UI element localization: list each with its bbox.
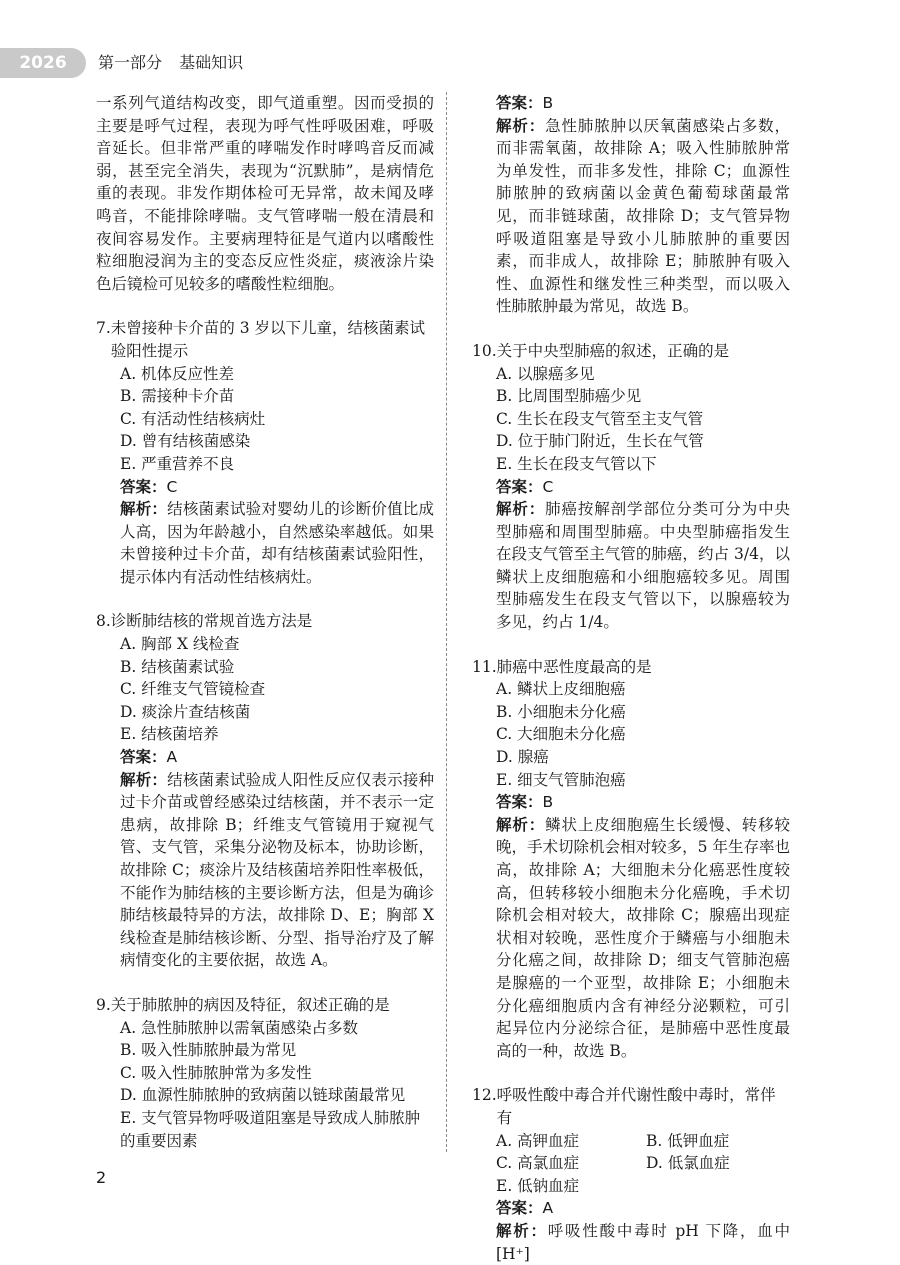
question-9: [96, 994, 434, 1152]
question-text: 关于肺脓肿的病因及特征，叙述正确的是: [110, 995, 390, 1014]
option-e: E. 结核菌培养: [120, 725, 219, 744]
option-d: D. 腺癌: [496, 748, 549, 767]
option-b: B. 比周围型肺癌少见: [496, 387, 642, 406]
answer-value: B: [542, 94, 554, 112]
question-stem: [472, 656, 790, 679]
option-b: B. 低钾血症: [646, 1131, 730, 1150]
explanation-text: 鳞状上皮细胞癌生长缓慢、转移较晚，手术切除机会相对较多，5 年生存率也高，故排除 A；大细胞未分化癌恶性度较高，但转移较小细胞未分化癌晚，手术切除机会相对较大，故排除 C；腺癌出现症状相对较晚，恶性度介于鳞癌与小细胞未分化癌之间，故排除 D；细支气管肺泡癌是腺癌的一个亚型，故排除 E；小细胞未分化癌细胞质内含有神经分泌颗粒，可引起异位内分泌综合征，是肺癌中恶性度最高的一种，故选 B。: [496, 815, 790, 1060]
explanation-text: 呼吸性酸中毒时 pH 下降，血中[H⁺]: [496, 1221, 790, 1263]
explanation-label: 解析：: [120, 500, 168, 519]
question-9-answer: [472, 92, 790, 318]
question-stem: [96, 317, 434, 362]
option-c: C. 纤维支气管镜检查: [120, 680, 266, 699]
question-number: 8.: [96, 612, 111, 631]
explanation-label: 解析：: [496, 1221, 548, 1240]
explanation-text: 急性肺脓肿以厌氧菌感染占多数，而非需氧菌，故排除 A；吸入性肺脓肿常为单发性，而非多发性，排除 C；血源性肺脓肿的致病菌以金黄色葡萄球菌最常见，而非链球菌，故排除 D；支气管异物呼吸道阻塞是导致小儿肺脓肿的重要因素，而非成人，故排除 E；肺脓肿有吸入性、血源性和继发性三种类型，而以吸入性肺脓肿最为常见，故选 B。: [496, 116, 790, 316]
option-a: A. 以腺癌多见: [496, 364, 595, 383]
page-number: 2: [96, 1168, 107, 1187]
explanation-text: 肺癌按解剖学部位分类可分为中央型肺癌和周围型肺癌。中央型肺癌指发生在段支气管至主气管的肺癌，约占 3/4，以鳞状上皮细胞癌和小细胞癌较多见。周围型肺癌发生在段支气管以下，以腺癌较为多见，约占 1/4。: [496, 500, 790, 632]
answer-value: A: [166, 748, 178, 767]
option-grid: [472, 1130, 790, 1198]
option-d: D. 位于肺门附近，生长在气管: [496, 432, 704, 451]
header-part: 第一部分: [98, 53, 163, 72]
explanation: [96, 498, 434, 588]
question-number: 10.: [472, 341, 497, 360]
explanation: [472, 115, 790, 318]
explanation: [96, 769, 434, 972]
left-column: [96, 92, 434, 1152]
explanation-label: 解析：: [496, 116, 546, 135]
question-text: 未曾接种卡介苗的 3 岁以下儿童，结核菌素试验阳性提示: [110, 319, 426, 360]
question-text: 关于中央型肺癌的叙述，正确的是: [496, 341, 730, 360]
question-number: 11.: [472, 657, 497, 676]
explanation-label: 解析：: [496, 500, 546, 519]
explanation: [472, 1220, 790, 1265]
option-e: E. 严重营养不良: [120, 454, 235, 473]
column-divider: [446, 92, 447, 1152]
answer-line: [96, 746, 434, 769]
explanation: [472, 498, 790, 634]
option-c: C. 吸入性肺脓肿常为多发性: [120, 1063, 312, 1082]
option-e: E. 细支气管肺泡癌: [496, 770, 626, 789]
answer-label: 答案：: [120, 477, 167, 496]
question-12: [472, 1084, 790, 1265]
option-d: D. 痰涂片查结核菌: [120, 702, 251, 721]
question-number: 12.: [472, 1086, 497, 1105]
explanation: [472, 814, 790, 1063]
question-stem: [96, 610, 434, 633]
option-b: B. 需接种卡介苗: [120, 387, 235, 406]
option-a: A. 机体反应性差: [120, 364, 235, 383]
option-c: C. 有活动性结核病灶: [120, 409, 266, 428]
answer-value: C: [542, 477, 554, 496]
answer-label: 答案：: [496, 94, 543, 112]
explanation-text: 结核菌素试验对婴幼儿的诊断价值比成人高，因为年龄越小，自然感染率越低。如果未曾接种过卡介苗，却有结核菌素试验阳性，提示体内有活动性结核病灶。: [120, 500, 434, 586]
answer-value: B: [542, 793, 554, 812]
question-stem: [472, 1084, 790, 1129]
answer-label: 答案：: [496, 793, 543, 812]
question-8: [96, 610, 434, 972]
option-e: E. 支气管异物呼吸道阻塞是导致成人肺脓肿的重要因素: [120, 1108, 421, 1150]
option-a: A. 鳞状上皮细胞癌: [496, 680, 626, 699]
option-d: D. 曾有结核菌感染: [120, 432, 251, 451]
explanation-text: 结核菌素试验成人阳性反应仅表示接种过卡介苗或曾经感染过结核菌，并不表示一定患病，故排除 B；纤维支气管镜用于窥视气管、支气管，采集分泌物及标本，协助诊断，故排除 C；痰涂片及结核菌培养阳性率极低，不能作为肺结核的主要诊断方法，但是为确诊肺结核最特异的方法，故排除 D、E；胸部 X 线检查是肺结核诊断、分型、指导治疗及了解病情变化的主要依据，故选 A。: [120, 770, 434, 970]
answer-line: [472, 92, 790, 115]
answer-label: 答案：: [496, 477, 543, 496]
answer-line: [472, 476, 790, 499]
option-c: C. 大细胞未分化癌: [496, 725, 626, 744]
option-e: E. 生长在段支气管以下: [496, 454, 657, 473]
option-a: A. 急性肺脓肿以需氧菌感染占多数: [120, 1018, 359, 1037]
option-b: B. 结核菌素试验: [120, 657, 235, 676]
explanation-label: 解析：: [496, 815, 546, 834]
option-b: B. 小细胞未分化癌: [496, 702, 626, 721]
option-d: D. 低氯血症: [646, 1154, 730, 1173]
option-c: C. 生长在段支气管至主支气管: [496, 409, 704, 428]
question-11: [472, 656, 790, 1063]
right-column: [472, 92, 790, 1265]
answer-value: C: [166, 477, 178, 496]
page-header: [0, 48, 900, 78]
answer-label: 答案：: [120, 748, 167, 767]
question-stem: [472, 340, 790, 363]
answer-value: A: [542, 1199, 554, 1218]
option-a: A. 胸部 X 线检查: [120, 635, 240, 654]
question-number: 7.: [96, 319, 111, 338]
option-e: E. 低钠血症: [496, 1176, 580, 1195]
answer-label: 答案：: [496, 1199, 543, 1218]
option-a: A. 高钾血症: [496, 1131, 580, 1150]
answer-line: [472, 1197, 790, 1220]
question-text: 呼吸性酸中毒合并代谢性酸中毒时，常伴有: [496, 1086, 776, 1127]
question-10: [472, 340, 790, 634]
question-text: 肺癌中恶性度最高的是: [496, 657, 652, 676]
header-section: 基础知识: [179, 53, 244, 72]
year-badge: 2026: [0, 48, 86, 78]
header-title: [98, 48, 255, 78]
question-7: [96, 317, 434, 588]
option-d: D. 血源性肺脓肿的致病菌以链球菌最常见: [120, 1086, 406, 1105]
question-stem: [96, 994, 434, 1017]
question-text: 诊断肺结核的常规首选方法是: [110, 612, 313, 631]
option-c: C. 高氯血症: [496, 1154, 580, 1173]
answer-line: [472, 791, 790, 814]
answer-line: [96, 476, 434, 499]
continuation-text: 一系列气道结构改变，即气道重塑。因而受损的主要是呼气过程，表现为呼气性呼吸困难，呼吸音延长。但非常严重的哮喘发作时哮鸣音反而减弱，甚至完全消失，表现为“沉默肺”，是病情危重的表现。非发作期体检可无异常，故未闻及哮鸣音，不能排除哮喘。支气管哮喘一般在清晨和夜间容易发作。主要病理特征是气道内以嗜酸性粒细胞浸润为主的变态反应性炎症，痰液涂片染色后镜检可见较多的嗜酸性粒细胞。: [96, 94, 434, 293]
question-number: 9.: [96, 995, 111, 1014]
explanation-label: 解析：: [120, 770, 168, 789]
option-b: B. 吸入性肺脓肿最为常见: [120, 1041, 297, 1060]
